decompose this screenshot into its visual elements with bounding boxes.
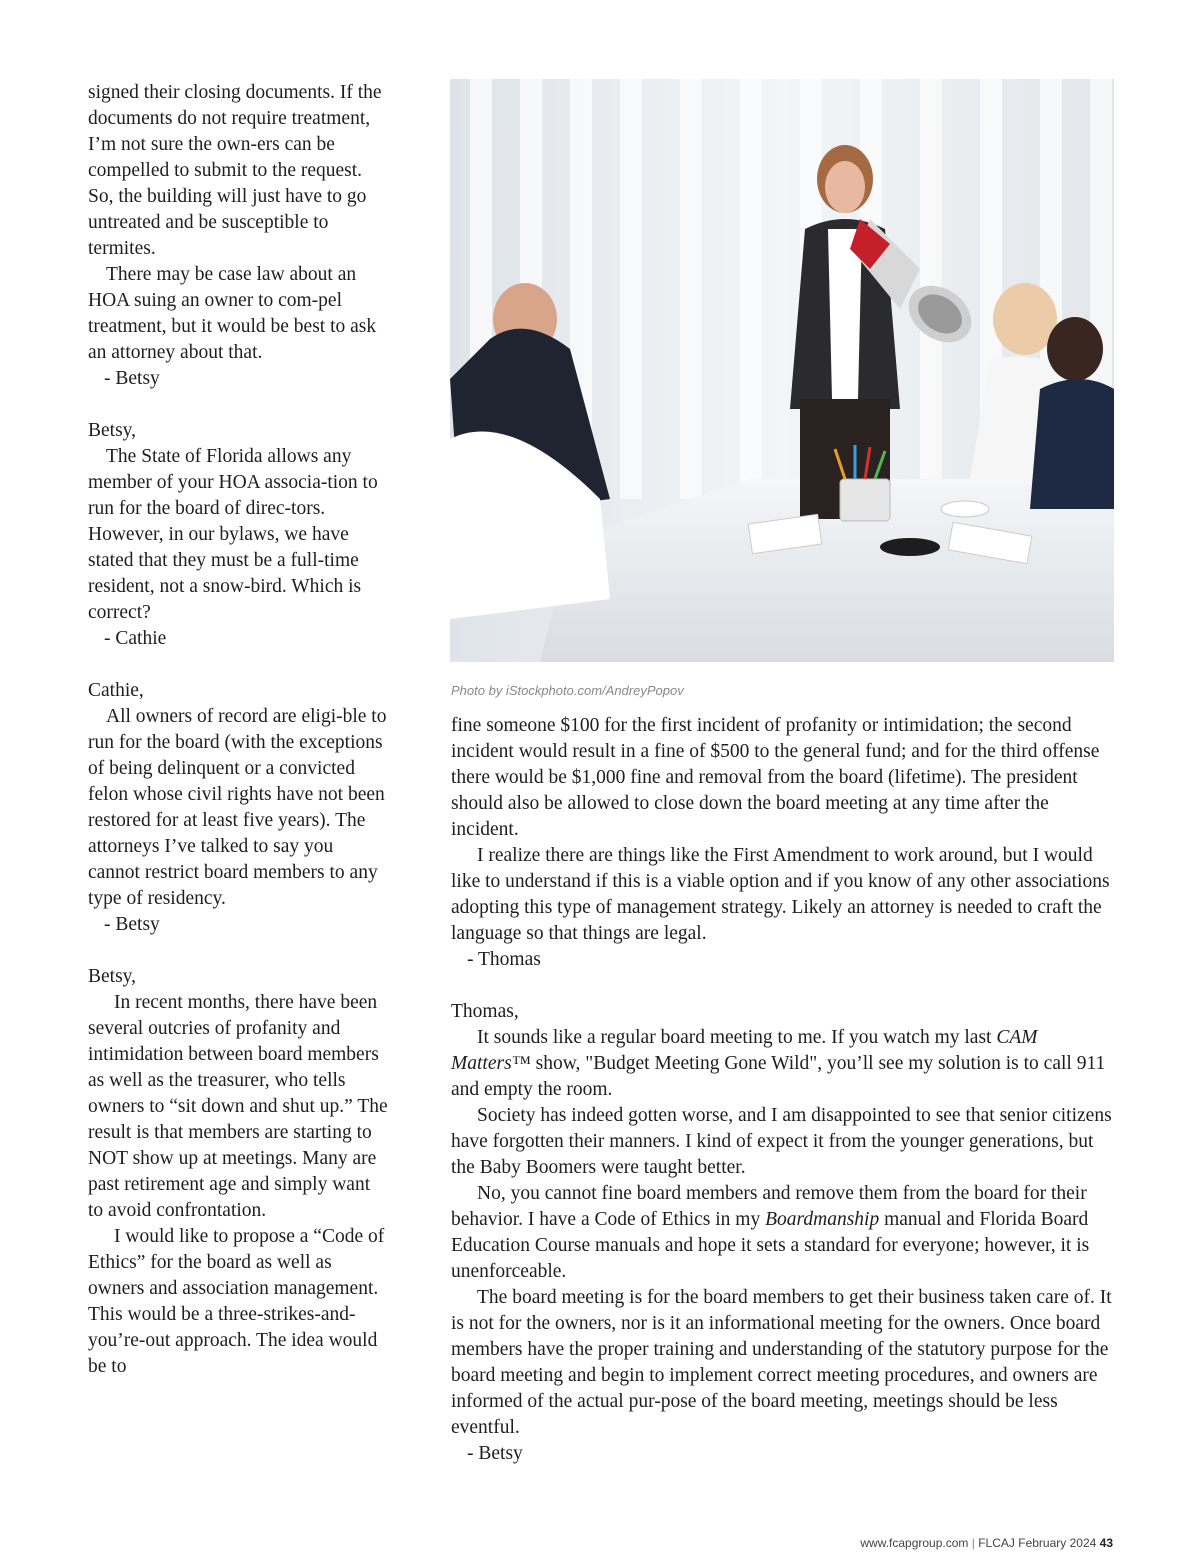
paragraph [451,1025,1119,1103]
footer-site: www.fcapgroup.com [860,1536,969,1550]
footer-issue: February 2024 [1018,1536,1097,1550]
show-title: CAM Matters™ [451,1027,1038,1074]
salutation: Betsy, [88,966,137,987]
page-footer [860,1536,1113,1550]
signature: - Betsy [104,914,160,935]
footer-separator: | [971,1536,975,1550]
spacer [451,973,1119,999]
photo-caption: Photo by iStockphoto.com/AndreyPopov [451,683,684,698]
paragraph [451,1181,1119,1285]
paragraph: I would like to propose a “Code of Ethics” for the board as well as owners and association management. This would be a three-strikes-and-you’re-out approach. The idea would be to [88,1226,385,1377]
text-run: It sounds like a regular board meeting to me. If you watch my last [477,1027,997,1048]
article-photo [450,79,1114,662]
paragraph: The board meeting is for the board members to get their business taken care of. It is not for the owners, nor is it an informational meeting for the owners. Once board members have the proper training and understanding of the statutory purpose for the board meeting and begin to implement correct meeting procedures, and owners are informed of the actual pur-pose of the board meeting, meetings should be less eventful. [451,1287,1112,1438]
left-column [88,80,388,1380]
spacer [88,938,388,964]
signature: - Thomas [467,949,541,970]
text-run: No, you cannot fine board members and remove them from the board for their behavior. I have a Code of Ethics in my [451,1183,1087,1230]
right-column [451,713,1119,1467]
salutation: Cathie, [88,680,144,701]
footer-publication: FLCAJ [978,1536,1015,1550]
paragraph: The State of Florida allows any member of your HOA associa-tion to run for the board of direc-tors. However, in our bylaws, we have stated that they must be a full-time resident, not a snow-bird. Which is correct? [88,446,378,623]
salutation: Thomas, [451,1001,519,1022]
spacer [88,652,388,678]
paragraph: In recent months, there have been several outcries of profanity and intimidation between board members as well as the treasurer, who tells owners to “sit down and shut up.” The result is that members are starting to NOT show up at meetings. Many are past retirement age and simply want to avoid confrontation. [88,992,388,1221]
paragraph: fine someone $100 for the first incident of profanity or intimidation; the second incident would result in a fine of $500 to the general fund; and for the third offense there would be $1,000 fine and removal from the board (lifetime). The president should also be allowed to close down the board meeting at any time after the incident. [451,715,1100,840]
text-run: show, "Budget Meeting Gone Wild", you’ll see my solution is to call 911 and empty the room. [451,1053,1106,1100]
salutation: Betsy, [88,420,137,441]
signature: - Betsy [104,368,160,389]
signature: - Betsy [467,1443,523,1464]
paragraph: signed their closing documents. If the documents do not require treatment, I’m not sure the own-ers can be compelled to submit to the request. So, the building will just have to go untreated and be susceptible to termites. [88,82,382,259]
signature: - Cathie [104,628,167,649]
paragraph: Society has indeed gotten worse, and I am disappointed to see that senior citizens have forgotten their manners. I kind of expect it from the younger generations, but the Baby Boomers were taught better. [451,1105,1112,1178]
manual-title: Boardmanship [765,1209,880,1230]
page-number: 43 [1099,1536,1113,1550]
paragraph: I realize there are things like the First Amendment to work around, but I would like to understand if this is a viable option and if you know of any other associations adopting this type of management strategy. Likely an attorney is needed to craft the language so that things are legal. [451,845,1110,944]
meeting-photo-illustration [450,79,1114,662]
text-run: manual and Florida Board Education Course manuals and hope it sets a standard for everyone; however, it is unenforceable. [451,1209,1090,1282]
spacer [88,392,388,418]
paragraph: There may be case law about an HOA suing an owner to com-pel treatment, but it would be best to ask an attorney about that. [88,264,377,363]
paragraph: All owners of record are eligi-ble to run for the board (with the exceptions of being delinquent or a convicted felon whose civil rights have not been restored for at least five years). The attorneys I’ve talked to say you cannot restrict board members to any type of residency. [88,706,387,909]
